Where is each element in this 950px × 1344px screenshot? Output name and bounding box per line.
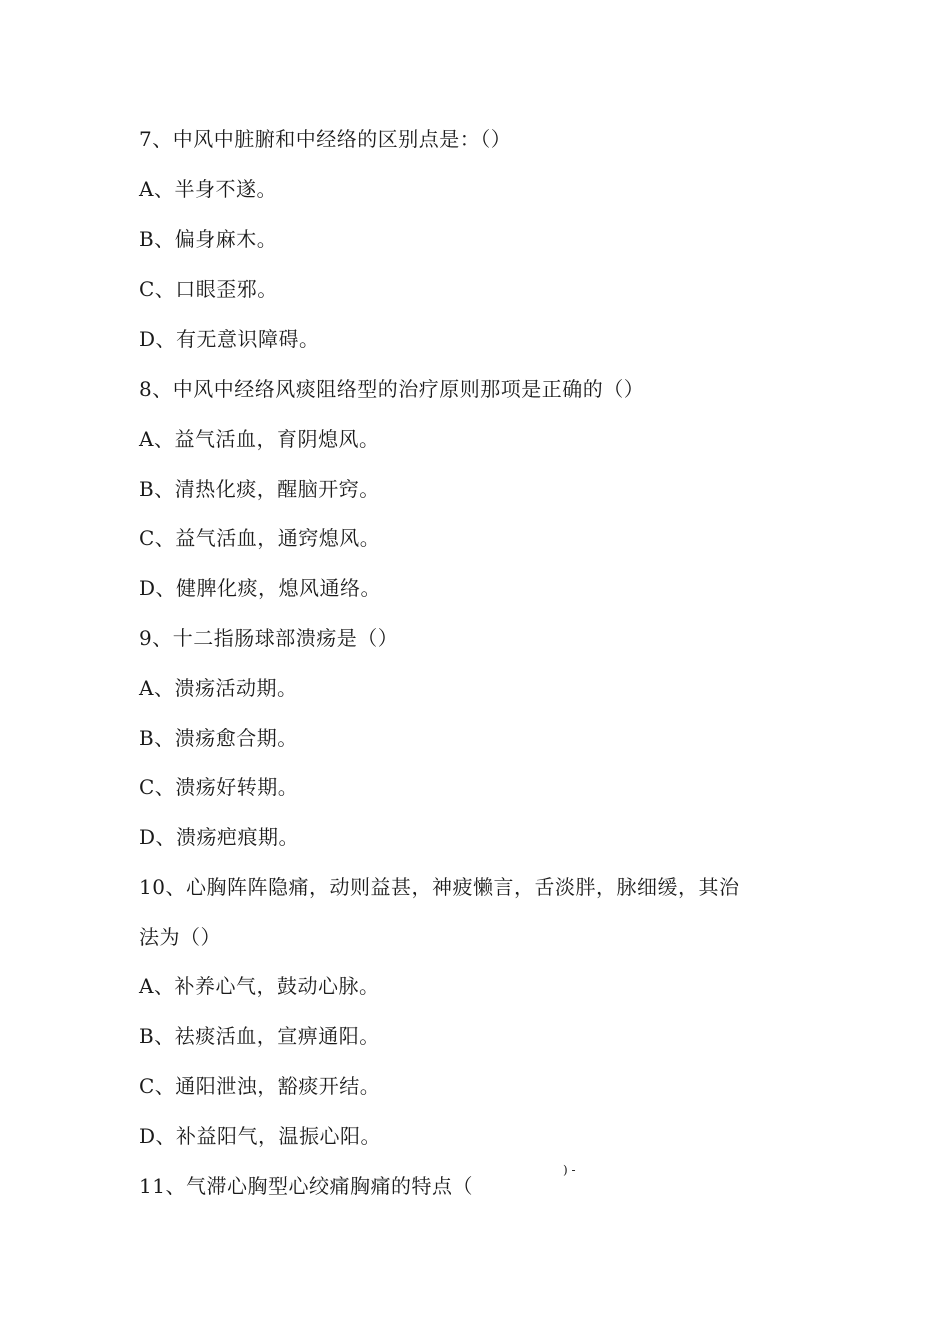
question-8-stem: 8、中风中经络风痰阻络型的治疗原则那项是正确的（） xyxy=(139,377,645,401)
question-7-stem: 7、中风中脏腑和中经络的区别点是：（） xyxy=(139,127,512,151)
question-10-stem-line-2: 法为（） xyxy=(139,925,221,949)
question-11-stem: 11、气滞心胸型心绞痛胸痛的特点（ xyxy=(139,1174,473,1198)
question-11-closing-paren: ) - xyxy=(563,1163,576,1177)
question-10-option-c: C、通阳泄浊，豁痰开结。 xyxy=(139,1074,381,1098)
question-8-option-c: C、益气活血，通窍熄风。 xyxy=(139,526,381,550)
question-10-option-a: A、补养心气，鼓动心脉。 xyxy=(139,974,380,998)
question-9-option-a: A、溃疡活动期。 xyxy=(139,676,298,700)
question-7-option-a: A、半身不遂。 xyxy=(139,177,277,201)
question-7-option-b: B、偏身麻木。 xyxy=(139,227,278,251)
question-9-option-b: B、溃疡愈合期。 xyxy=(139,726,298,750)
question-8-option-a: A、益气活血，育阴熄风。 xyxy=(139,427,380,451)
question-7-option-d: D、有无意识障碍。 xyxy=(139,327,320,351)
question-10-stem-line-1: 10、心胸阵阵隐痛，动则益甚，神疲懒言，舌淡胖，脉细缓，其治 xyxy=(139,875,740,899)
question-10-option-d: D、补益阳气，温振心阳。 xyxy=(139,1124,382,1148)
question-10-option-b: B、祛痰活血，宣痹通阳。 xyxy=(139,1024,380,1048)
question-9-option-c: C、溃疡好转期。 xyxy=(139,775,299,799)
question-8-option-d: D、健脾化痰，熄风通络。 xyxy=(139,576,382,600)
question-9-stem: 9、十二指肠球部溃疡是（） xyxy=(139,626,399,650)
question-9-option-d: D、溃疡疤痕期。 xyxy=(139,825,300,849)
question-8-option-b: B、清热化痰，醒脑开窍。 xyxy=(139,477,380,501)
question-7-option-c: C、口眼歪邪。 xyxy=(139,277,278,301)
